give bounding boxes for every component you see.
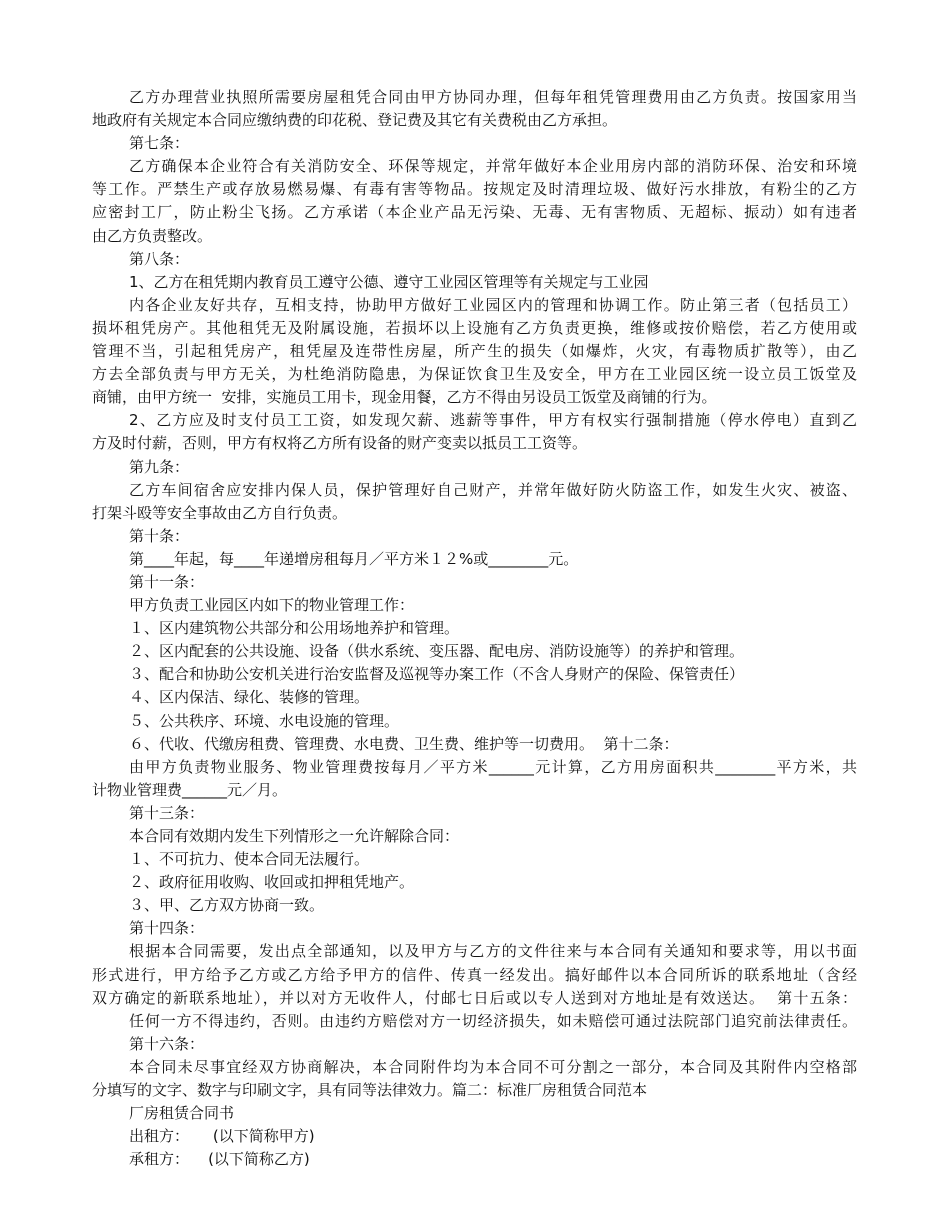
text-line: 内各企业友好共存，互相支持，协助甲方做好工业园区内的管理和协调工作。防止第三者（包括员工）: [129, 295, 857, 314]
text-line: ２、区内配套的公共设施、设备（供水系统、变压器、配电房、消防设施等）的养护和管理。: [129, 642, 745, 661]
text-line: 根据本合同需要，发出点全部通知，以及甲方与乙方的文件往来与本合同有关通知和要求等，用以书面: [129, 942, 857, 961]
text-line: 甲方负责工业园区内如下的物业管理工作：: [129, 596, 415, 615]
text-line: 计物业管理费______元／月。: [92, 780, 288, 799]
text-line: 第十四条：: [129, 919, 205, 938]
text-line: 本合同有效期内发生下列情形之一允许解除合同：: [129, 827, 460, 845]
text-line: 乙方车间宿舍应安排内保人员，保护管理好自己财产，并常年做好防火防盗工作，如发生火灾、被盗、: [129, 480, 857, 499]
text-line: 方去全部负责与甲方无关，为杜绝消防隐患，为保证饮食卫生及安全，甲方在工业园区统一设立员工饭堂及: [92, 365, 857, 384]
text-line: 打架斗殴等安全事故由乙方自行负责。: [92, 503, 348, 522]
text-line: 形式进行，甲方给予乙方或乙方给予甲方的信件、传真一经发出。搞好邮件以本合同所诉的联系地址（含经: [92, 965, 857, 984]
text-line: 由甲方负责物业服务、物业管理费按每月／平方米______元计算，乙方用房面积共________平方米，共: [129, 757, 857, 776]
text-line: ５、公共秩序、环境、水电设施的管理。: [129, 711, 400, 730]
text-line: 第十条：: [129, 526, 190, 545]
text-line: 本合同未尽事宜经双方协商解决，本合同附件均为本合同不可分割之一部分，本合同及其附件内空格部: [129, 1057, 857, 1076]
text-line: ２、政府征用收购、收回或扣押租凭地产。: [129, 873, 415, 892]
text-line: 第七条：: [129, 134, 190, 153]
text-line: 第十三条：: [129, 803, 205, 822]
text-line: 1、乙方在租凭期内教育员工遵守公德、遵守工业园区管理等有关规定与工业园: [129, 272, 649, 291]
text-line: 第十一条：: [129, 572, 205, 591]
text-line: 乙方办理营业执照所需要房屋租凭合同由甲方协同办理，但每年租凭管理费用由乙方负责。按国家用当: [129, 88, 857, 106]
text-line: 双方确定的新联系地址），并以对方无收件人，付邮七日后或以专人送到对方地址是有效送达。 第十五条：: [92, 988, 857, 1007]
text-line: 分填写的文字、数字与印刷文字，具有同等法律效力。篇二：标准厂房租赁合同范本: [92, 1081, 648, 1100]
text-line: 第____年起，每____年递增房租每月／平方米１２%或________元。: [129, 549, 579, 568]
text-line: 第八条：: [129, 249, 190, 268]
text-line: 等工作。严禁生产或存放易燃易爆、有毒有害等物品。按规定及时清理垃圾、做好污水排放，有粉尘的乙方: [92, 180, 857, 199]
text-line: 承租方： (以下简称乙方): [129, 1150, 310, 1169]
text-line: 地政府有关规定本合同应缴纳费的印花税、登记费及其它有关费税由乙方承担。: [92, 111, 618, 130]
text-line: 由乙方负责整改。: [92, 226, 213, 245]
text-line: 损坏租凭房产。其他租凭无及附属设施，若损坏以上设施有乙方负责更换，维修或按价赔偿，若乙方使用或: [92, 318, 857, 337]
text-line: 任何一方不得违约，否则。由违约方赔偿对方一切经济损失，如未赔偿可通过法院部门追究前法律责任。: [129, 1011, 857, 1030]
text-line: ４、区内保洁、绿化、装修的管理。: [129, 688, 370, 707]
text-line: 乙方确保本企业符合有关消防安全、环保等规定，并常年做好本企业用房内部的消防环保、治安和环境: [129, 157, 857, 176]
text-line: 2、乙方应及时支付员工工资，如发现欠薪、逃薪等事件，甲方有权实行强制措施（停水停电）直到乙: [129, 411, 857, 430]
text-line: 第九条：: [129, 457, 190, 476]
text-line: 商铺，由甲方统一 安排，实施员工用卡，现金用餐，乙方不得由另设员工饭堂及商铺的行为。: [92, 388, 717, 407]
text-line: ３、甲、乙方双方协商一致。: [129, 896, 325, 915]
text-line: １、区内建筑物公共部分和公用场地养护和管理。: [129, 619, 460, 638]
text-line: １、不可抗力、使本合同无法履行。: [129, 850, 370, 869]
text-line: ６、代收、代缴房租费、管理费、水电费、卫生费、维护等一切费用。 第十二条：: [129, 734, 679, 753]
text-line: 应密封工厂，防止粉尘飞扬。乙方承诺（本企业产品无污染、无毒、无有害物质、无超标、振动）如有违者: [92, 203, 857, 222]
contract-document-body: [0, 86, 950, 1171]
text-line: 出租方： (以下简称甲方): [129, 1127, 315, 1146]
text-line: ３、配合和协助公安机关进行治安监督及巡视等办案工作（不含人身财产的保险、保管责任）: [129, 665, 745, 684]
text-line: 管理不当，引起租凭房产，租凭屋及连带性房屋，所产生的损失（如爆炸，火灾，有毒物质扩散等），由乙: [92, 342, 857, 361]
text-line: 方及时付薪，否则，甲方有权将乙方所有设备的财产变卖以抵员工工资等。: [92, 434, 588, 453]
text-line: 厂房租赁合同书: [129, 1104, 235, 1123]
text-line: 第十六条：: [129, 1034, 205, 1053]
